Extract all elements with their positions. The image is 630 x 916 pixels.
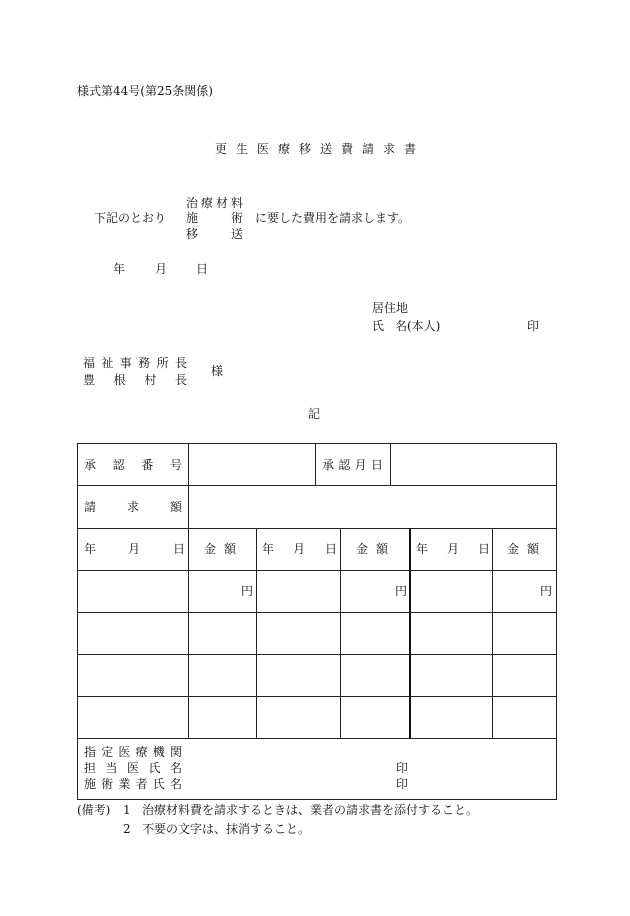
- page-title: 更生医療移送費請求書: [215, 142, 426, 156]
- request-option-treatment: 施 術: [186, 211, 243, 225]
- addressee-line2: 豊 根 村 長: [83, 373, 187, 387]
- request-option-transport: 移 送: [186, 227, 243, 241]
- header-amount: 金額: [507, 542, 548, 556]
- header-amount: 金額: [356, 542, 397, 556]
- ki-label: 記: [308, 407, 321, 421]
- note-2-text: 不要の文字は、抹消すること。: [142, 822, 311, 836]
- claim-table: [77, 443, 557, 799]
- header-year: 年: [262, 542, 275, 556]
- doctor-seal: 印: [396, 761, 409, 775]
- date-year: 年: [113, 262, 126, 276]
- header-amount: 金額: [204, 542, 245, 556]
- applicant-seal: 印: [527, 319, 540, 333]
- contractor-name-label: 施 術 業 者 氏 名: [84, 777, 182, 791]
- request-option-materials: 治 療 材 料: [186, 196, 243, 210]
- date-day: 日: [196, 262, 209, 276]
- form-number: 様式第44号(第25条関係): [77, 84, 213, 98]
- yen-unit: 円: [540, 584, 553, 598]
- institution-label: 指 定 医 療 機 関: [84, 745, 182, 759]
- header-month: 月: [293, 542, 306, 556]
- address-label: 居住地: [372, 301, 409, 315]
- header-day: 日: [173, 542, 186, 556]
- yen-unit: 円: [395, 584, 408, 598]
- request-prefix: 下記のとおり: [94, 211, 167, 225]
- header-month: 月: [447, 542, 460, 556]
- header-year: 年: [84, 542, 97, 556]
- notes-label: (備考): [77, 803, 111, 817]
- note-1-number: 1: [123, 803, 131, 817]
- request-suffix: に要した費用を請求します。: [255, 211, 411, 225]
- name-label-1: 氏: [372, 319, 385, 333]
- header-month: 月: [128, 542, 141, 556]
- approval-number-label: 承 認 番 号: [84, 458, 182, 472]
- contractor-seal: 印: [396, 777, 409, 791]
- header-day: 日: [325, 542, 338, 556]
- claim-amount-label: 請 求 額: [84, 500, 182, 514]
- note-1-text: 治療材料費を請求するときは、業者の請求書を添付すること。: [142, 803, 479, 817]
- approval-date-label: 承 認 月 日: [322, 458, 383, 472]
- note-2-number: 2: [123, 822, 131, 836]
- doctor-name-label: 担 当 医 氏 名: [84, 761, 182, 775]
- header-year: 年: [416, 542, 429, 556]
- yen-unit: 円: [241, 584, 254, 598]
- header-day: 日: [478, 542, 491, 556]
- date-month: 月: [155, 262, 168, 276]
- addressee-honorific: 様: [211, 364, 224, 378]
- name-label-2: 名(本人): [395, 319, 441, 333]
- addressee-line1: 福 祉 事 務 所 長: [83, 356, 187, 370]
